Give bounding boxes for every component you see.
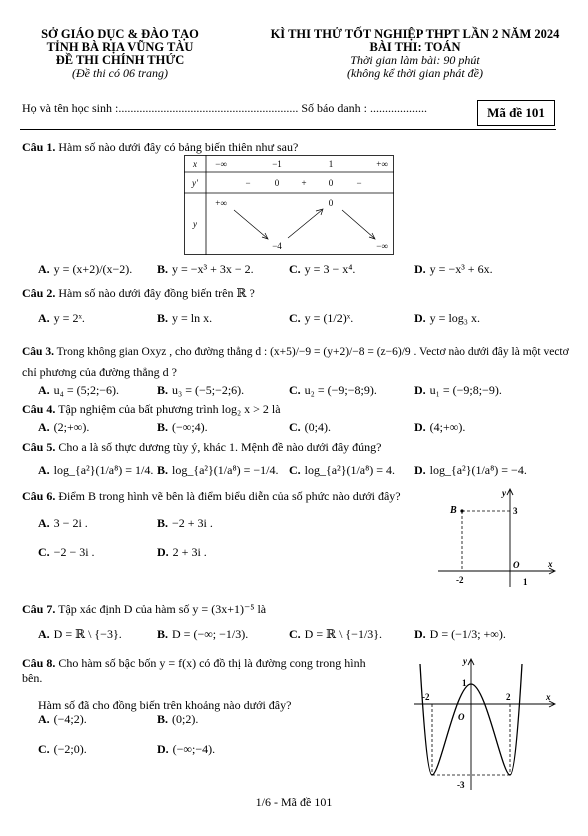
quartic-graph-figure	[408, 652, 558, 792]
q5-option-d[interactable]: D. log_{a²}(1/a⁸) = −4.	[414, 463, 527, 477]
question-1	[22, 140, 298, 154]
tab-yp-2: +	[301, 178, 307, 188]
q2-option-b[interactable]: B. y = ln x.	[157, 311, 213, 325]
q8-option-b[interactable]: B. (0;2).	[157, 712, 199, 726]
q1-option-d[interactable]: D. y = −x³ + 6x.	[414, 262, 493, 276]
tab-yp-4: −	[356, 178, 362, 188]
question-5: Câu 5. Cho a là số thực dương tùy ý, khác 1. Mệnh đề nào dưới đây đúng?	[22, 440, 382, 454]
student-line: Họ và tên học sinh :............................................................ Số báo danh : ...................	[22, 101, 427, 115]
dept-name: SỞ GIÁO DỤC & ĐÀO TẠO	[41, 27, 199, 41]
header-left	[20, 28, 220, 80]
question-8-ask: Hàm số đã cho đồng biến trên khoảng nào dưới đây?	[38, 698, 292, 712]
tab-yp-1: 0	[274, 178, 280, 188]
exam-title: KÌ THI THỬ TỐT NGHIỆP THPT LẦN 2 NĂM 2024	[270, 27, 560, 41]
q6-option-c[interactable]: C. −2 − 3i .	[38, 545, 95, 559]
q8-right-x: 2	[506, 692, 511, 702]
q8-y-axis-label: y	[463, 656, 467, 666]
q7-option-a[interactable]: A. D = ℝ \ {−3}.	[38, 627, 122, 641]
q1-text: Hàm số nào dưới đây có bảng biến thiên như sau?	[58, 140, 299, 154]
q2-option-c[interactable]: C. y = (1/2)ˣ.	[289, 311, 354, 325]
question-3-cont: chỉ phương của đường thẳng d ?	[22, 365, 177, 379]
q8-origin: O	[458, 712, 465, 722]
question-6: Câu 6. Điểm B trong hình vẽ bên là điểm biểu diễn của số phức nào dưới đây?	[22, 489, 401, 503]
q6-y-tick: 3	[513, 506, 518, 516]
q3-option-a[interactable]: A. u₄ = (5;2;−6).	[38, 383, 120, 397]
page-footer: 1/6 - Mã đề 101	[255, 795, 333, 809]
tab-x-0: −∞	[215, 159, 227, 169]
q8-x-axis-label: x	[546, 692, 551, 702]
q4-option-c[interactable]: C. (0;4).	[289, 420, 331, 434]
q3-option-c[interactable]: C. u₂ = (−9;−8;9).	[289, 383, 377, 397]
tab-x-3: +∞	[376, 159, 388, 169]
q6-x-pos: 1	[523, 577, 528, 587]
question-2: Câu 2. Hàm số nào dưới đây đồng biến trên ℝ ?	[22, 286, 255, 300]
q4-option-d[interactable]: D. (4;+∞).	[414, 420, 466, 434]
q2-option-d[interactable]: D. y = log₃ x.	[414, 311, 480, 325]
official-label: ĐỀ THI CHÍNH THỨC	[55, 53, 185, 67]
question-7: Câu 7. Tập xác định D của hàm số y = (3x+1)⁻⁵ là	[22, 602, 267, 616]
tab-x-2: 1	[328, 159, 334, 169]
question-8: Câu 8. Cho hàm số bậc bốn y = f(x) có đồ thị là đường cong trong hình	[22, 656, 366, 670]
tab-y-0: +∞	[215, 198, 227, 208]
header-divider	[20, 129, 556, 130]
tab-y-3: −∞	[376, 241, 388, 251]
subject-label: BÀI THI: TOÁN	[369, 40, 461, 54]
q4-option-b[interactable]: B. (−∞;4).	[157, 420, 208, 434]
question-4: Câu 4. Tập nghiệm của bất phương trình log₂ x > 2 là	[22, 402, 281, 416]
q1-option-c[interactable]: C. y = 3 − x⁴.	[289, 262, 356, 276]
q3-option-d[interactable]: D. u₁ = (−9;8;−9).	[414, 383, 502, 397]
time-label: Thời gian làm bài: 90 phút	[350, 53, 480, 67]
q1-option-a[interactable]: A. y = (x+2)/(x−2).	[38, 262, 133, 276]
tab-x-1: −1	[272, 159, 282, 169]
q5-option-a[interactable]: A. log_{a²}(1/a⁸) = 1/4.	[38, 463, 154, 477]
time-note: (không kể thời gian phát đề)	[346, 66, 484, 80]
q8-option-c[interactable]: C. (−2;0).	[38, 742, 87, 756]
q8-left-x: -2	[422, 692, 430, 702]
tab-yp-label: y′	[192, 178, 198, 188]
exam-code-box: Mã đề 101	[477, 100, 555, 126]
q4-option-a[interactable]: A. (2;+∞).	[38, 420, 90, 434]
question-3: Câu 3. Trong không gian Oxyz , cho đường thẳng d : (x+5)/−9 = (y+2)/−8 = (z−6)/9 . Vectơ nào dưới đây là một vectơ	[22, 346, 569, 358]
point-b-label: B	[450, 505, 457, 516]
q7-option-d[interactable]: D. D = (−1/3; +∞).	[414, 627, 506, 641]
q5-option-c[interactable]: C. log_{a²}(1/a⁸) = 4.	[289, 463, 396, 477]
variation-table	[184, 155, 394, 255]
q1-option-b[interactable]: B. y = −x³ + 3x − 2.	[157, 262, 254, 276]
tab-y-label: y	[193, 219, 197, 229]
q6-x-neg: -2	[456, 575, 464, 585]
tab-yp-0: −	[245, 178, 251, 188]
q6-y-axis-label: y	[502, 488, 506, 498]
q7-option-b[interactable]: B. D = (−∞; −1/3).	[157, 627, 249, 641]
q8-option-d[interactable]: D. (−∞;−4).	[157, 742, 216, 756]
q6-option-d[interactable]: D. 2 + 3i .	[157, 545, 207, 559]
variation-arrows	[234, 209, 375, 239]
q6-option-b[interactable]: B. −2 + 3i .	[157, 516, 213, 530]
province-name: TỈNH BÀ RỊA VŨNG TÀU	[46, 40, 194, 54]
q6-x-axis-label: x	[548, 559, 553, 569]
pages-note: (Đề thi có 06 trang)	[72, 66, 168, 80]
q2-option-a[interactable]: A. y = 2ˣ.	[38, 311, 85, 325]
q7-option-c[interactable]: C. D = ℝ \ {−1/3}.	[289, 627, 383, 641]
q6-option-a[interactable]: A. 3 − 2i .	[38, 516, 88, 530]
tab-y-1: −4	[272, 241, 282, 251]
tab-yp-3: 0	[328, 178, 334, 188]
tab-x-label: x	[193, 159, 197, 169]
q8-top-y: 1	[462, 678, 467, 688]
q5-option-b[interactable]: B. log_{a²}(1/a⁸) = −1/4.	[157, 463, 279, 477]
header-right	[260, 28, 570, 80]
question-8-cont: bên.	[22, 671, 43, 685]
q1-label: Câu 1.	[22, 140, 56, 154]
q8-option-a[interactable]: A. (−4;2).	[38, 712, 87, 726]
q6-origin: O	[513, 560, 520, 570]
q3-option-b[interactable]: B. u₃ = (−5;−2;6).	[157, 383, 245, 397]
complex-plane-figure	[430, 484, 560, 594]
tab-y-2: 0	[328, 198, 334, 208]
q8-bottom-y: -3	[457, 780, 465, 790]
